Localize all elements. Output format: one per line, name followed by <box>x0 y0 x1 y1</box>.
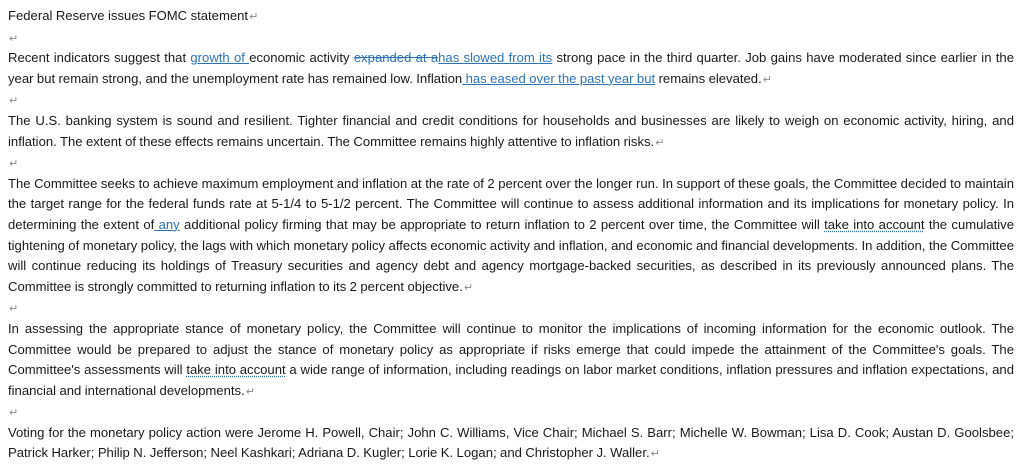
paragraph-mark-icon: ↵ <box>762 73 772 86</box>
tracked-insertion[interactable]: growth of <box>190 50 250 66</box>
paragraph-banking-system[interactable] <box>8 111 1014 153</box>
body-text: The Committee seeks to achieve maximum employment and inflation at the rate of 2 percent over the longer run. In support of these goals, the Committee decided to maintain the target range for the federal funds rate at 5-1/4 to 5-1/2 percent. The Committee will continue to assess additional information and its implications for monetary policy. In determining the extent of <box>8 175 1014 232</box>
paragraph-mark-icon: ↵ <box>9 158 19 171</box>
document-title[interactable] <box>8 6 1014 28</box>
body-text: Recent indicators suggest that <box>8 50 191 66</box>
paragraph-mark-icon: ↵ <box>9 95 19 108</box>
tracked-insertion[interactable]: any <box>154 216 180 232</box>
paragraph-mark-icon: ↵ <box>9 407 19 420</box>
paragraph-mark-icon: ↵ <box>9 32 19 45</box>
body-text: the cumulative tightening of monetary policy, the lags with which monetary policy affects economic activity and inflation, and economic and financial developments. In addition, the Committee will continue reducing its holdings of Treasury securities and agency debt and agency mortgage-backed securities, as described in its previously announced plans. The Committee is strongly committed to returning inflation to its 2 percent objective. <box>8 216 1014 294</box>
paragraph-mark-icon: ↵ <box>9 303 19 316</box>
paragraph-policy-stance[interactable] <box>8 319 1014 402</box>
paragraph-voting-members[interactable] <box>8 423 1014 465</box>
empty-paragraph[interactable] <box>8 90 1014 111</box>
body-text: Voting for the monetary policy action were Jerome H. Powell, Chair; John C. Williams, Vice Chair; Michael S. Barr; Michelle W. Bowman; Lisa D. Cook; Austan D. Goolsbee; Patrick Harker; Philip N. Jefferson; Neel Kashkari; Adriana D. Kugler; Lorie K. Logan; and Christopher J. Waller. <box>8 424 1014 461</box>
title-text: Federal Reserve issues FOMC statement <box>8 8 249 23</box>
body-text: additional policy firming that may be appropriate to return inflation to 2 percent over time, the Committee will <box>179 216 825 232</box>
body-text: a wide range of information, including readings on labor market conditions, inflation pressures and inflation expectations, and financial and international developments. <box>8 362 1014 398</box>
body-text: economic activity <box>249 50 354 66</box>
paragraph-mark-icon: ↵ <box>245 385 255 398</box>
body-text: In assessing the appropriate stance of monetary policy, the Committee will continue to monitor the implications of incoming information for the economic outlook. The Committee would be prepared to adjust the stance of monetary policy as appropriate if risks emerge that could impede the attainment of the Committee's goals. The Committee's assessments will <box>8 320 1014 378</box>
body-text: remains elevated. <box>655 70 762 86</box>
tracked-deletion[interactable]: expanded at a <box>353 50 439 66</box>
empty-paragraph[interactable] <box>8 28 1014 49</box>
tracked-insertion[interactable]: has eased over the past year but <box>462 70 656 86</box>
paragraph-mark-icon: ↵ <box>463 281 474 294</box>
empty-paragraph[interactable] <box>8 402 1014 423</box>
grammar-suggestion[interactable]: take into account <box>186 362 286 378</box>
paragraph-economic-activity[interactable] <box>8 48 1014 90</box>
empty-paragraph[interactable] <box>8 298 1014 319</box>
paragraph-committee-goals[interactable] <box>8 174 1014 299</box>
body-text: The U.S. banking system is sound and resilient. Tighter financial and credit conditions for households and businesses are likely to weigh on economic activity, hiring, and inflation. The extent of these effects remains uncertain. The Committee remains highly attentive to inflation risks. <box>8 112 1014 149</box>
paragraph-mark-icon: ↵ <box>249 11 259 23</box>
body-text: strong pace in the third quarter. Job gains have moderated since earlier in the year but remain strong, and the unemployment rate has remained low. Inflation <box>8 50 1014 86</box>
grammar-suggestion[interactable]: take into account <box>824 216 925 232</box>
empty-paragraph[interactable] <box>8 153 1014 174</box>
tracked-insertion[interactable]: has slowed from its <box>438 50 553 66</box>
paragraph-mark-icon: ↵ <box>655 136 665 149</box>
paragraph-mark-icon: ↵ <box>650 448 660 461</box>
